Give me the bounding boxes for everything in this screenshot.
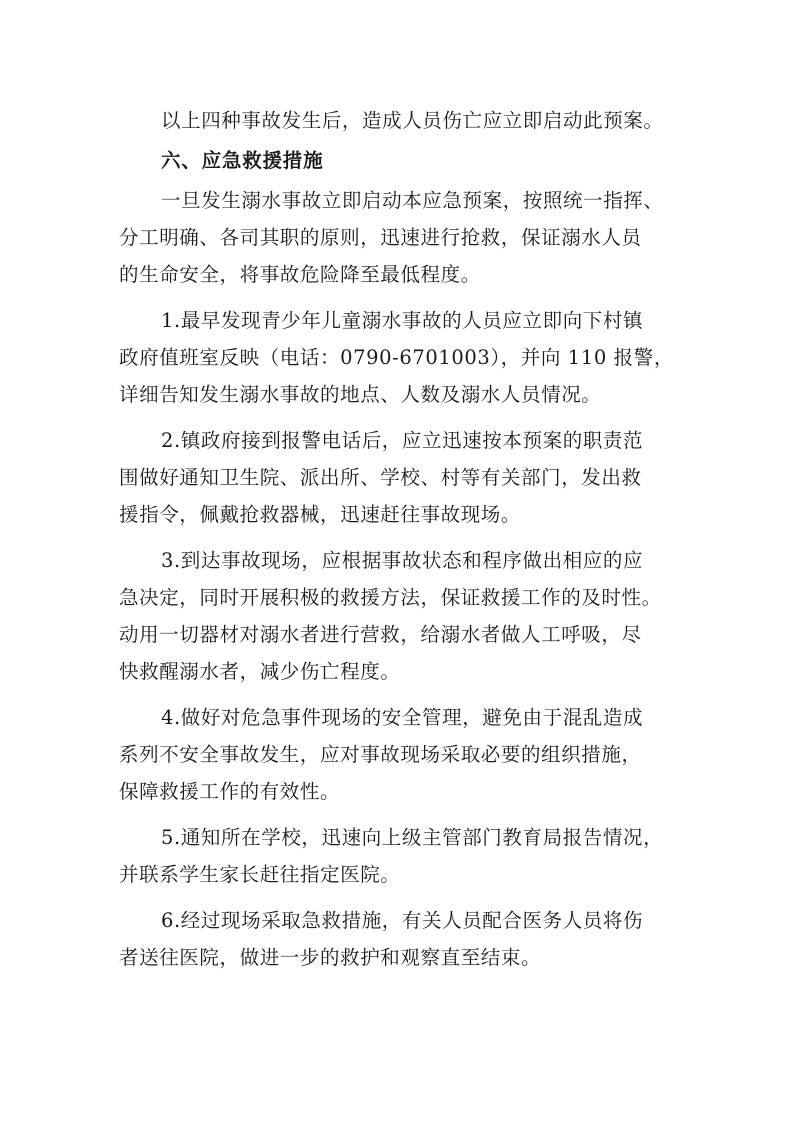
- document-body: [119, 102, 679, 976]
- paragraph-line: 2.镇政府接到报警电话后，应立迅速按本预案的职责范: [161, 429, 644, 452]
- paragraph-line: 1.最早发现青少年儿童溺水事故的人员应立即向下村镇: [161, 309, 644, 332]
- paragraph-2: [119, 422, 679, 533]
- paragraph-line: 6.经过现场采取急救措施，有关人员配合医务人员将伤: [161, 909, 644, 932]
- paragraph-line: 分工明确、各司其职的原则，迅速进行抢救，保证溺水人员: [119, 226, 642, 249]
- paragraph-line: 政府值班室反映（电话：0790-6701003），并向 110 报警，: [119, 346, 674, 369]
- paragraph-line: 4.做好对危急事件现场的安全管理，避免由于混乱造成: [161, 706, 644, 729]
- paragraph-1: [119, 302, 679, 413]
- paragraph-3: [119, 542, 679, 690]
- paragraph-line: 详细告知发生溺水事故的地点、人数及溺水人员情况。: [119, 383, 602, 406]
- paragraph-line: 一旦发生溺水事故立即启动本应急预案，按照统一指挥、: [161, 189, 664, 212]
- section-heading: 六、应急救援措施: [161, 149, 324, 172]
- paragraph-line: 并联系学生家长赶往指定医院。: [119, 863, 401, 886]
- paragraph-4: [119, 699, 679, 810]
- paragraph-line: 快救醒溺水者，减少伤亡程度。: [119, 660, 401, 683]
- paragraph-line: 动用一切器材对溺水者进行营救，给溺水者做人工呼吸，尽: [119, 623, 642, 646]
- paragraph-line: 者送往医院，做进一步的救护和观察直至结束。: [119, 946, 542, 969]
- paragraph-line: 的生命安全，将事故危险降至最低程度。: [119, 263, 481, 286]
- paragraph-5: [119, 819, 679, 893]
- paragraph-line: 系列不安全事故发生，应对事故现场采取必要的组织措施，: [119, 743, 642, 766]
- paragraph-line: 保障救援工作的有效性。: [119, 780, 341, 803]
- paragraph-line: 援指令，佩戴抢救器械，迅速赶往事故现场。: [119, 503, 522, 526]
- paragraph-line: 3.到达事故现场，应根据事故状态和程序做出相应的应: [161, 549, 644, 572]
- paragraph-0: [119, 182, 679, 293]
- paragraph-line: 急决定，同时开展积极的救援方法，保证救援工作的及时性。: [119, 586, 662, 609]
- paragraph-line: 5.通知所在学校，迅速向上级主管部门教育局报告情况，: [161, 826, 664, 849]
- paragraph-line: 围做好通知卫生院、派出所、学校、村等有关部门，发出救: [119, 466, 642, 489]
- intro-line: 以上四种事故发生后，造成人员伤亡应立即启动此预案。: [161, 109, 664, 132]
- paragraph-6: [119, 902, 679, 976]
